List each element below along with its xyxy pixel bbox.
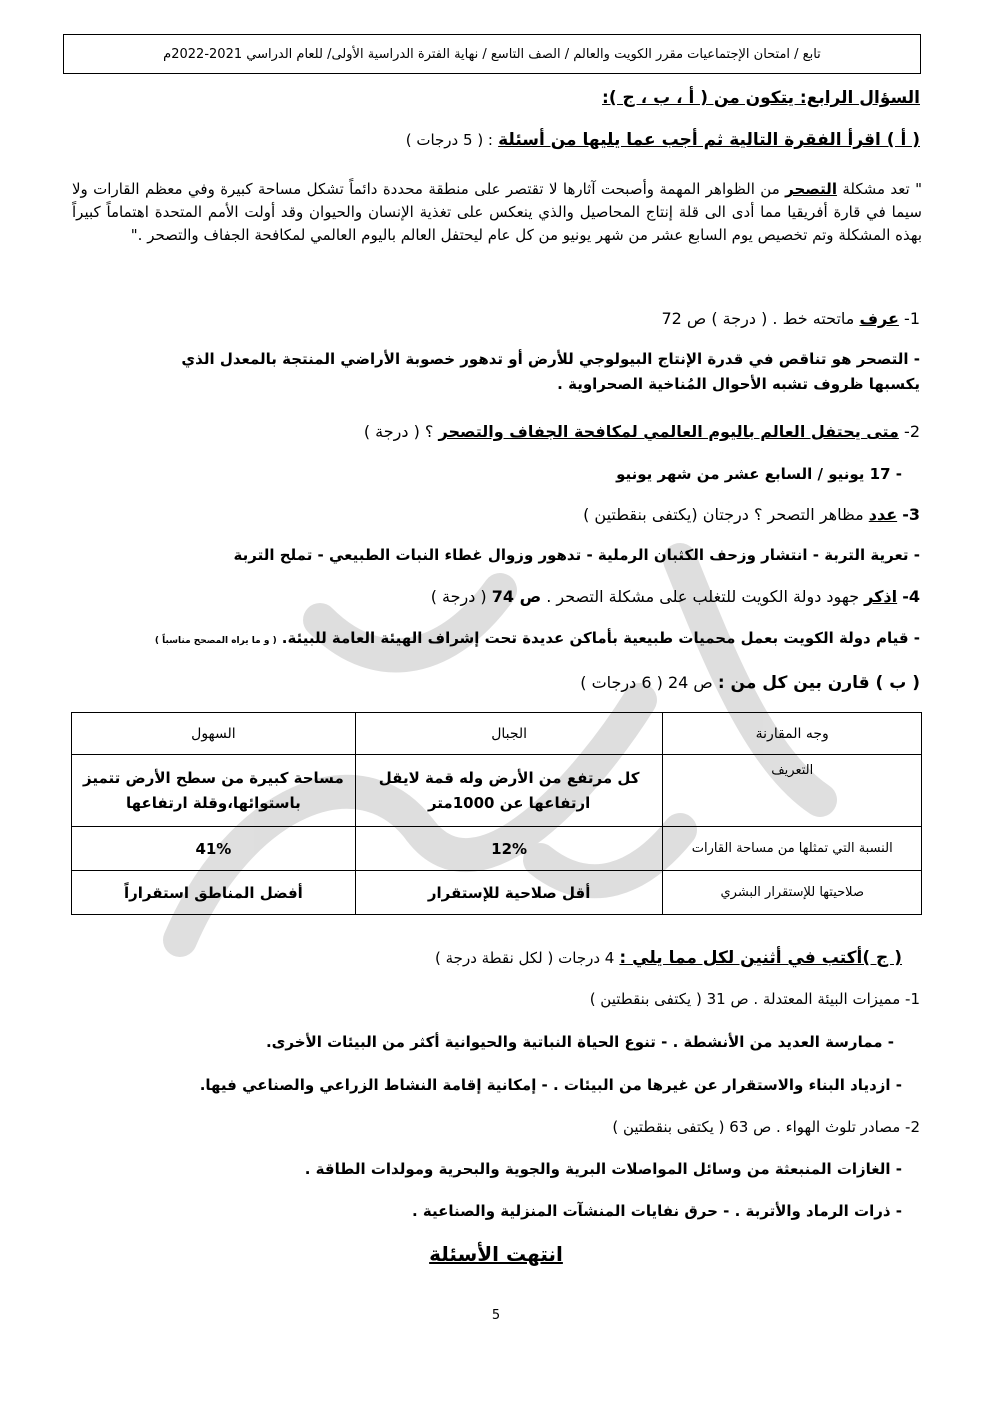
q-number: 4- [902,587,920,606]
reading-passage [72,178,922,247]
end-of-questions: انتهت الأسئلة [429,1242,563,1266]
table-header-row [72,713,922,755]
table-cell: مساحة كبيرة من سطح الأرض تتميز باستوائها،وقلة ارتفاعها [72,755,356,827]
table-cell: صلاحيتها للإستقرار البشري [663,871,922,915]
answer-text: - قيام دولة الكويت بعمل محميات طبيعية بأماكن عديدة تحت إشراف الهيئة العامة للبيئة. [281,629,920,647]
part-a-title: ( أ ) اقرأ الفقرة التالية ثم أجب عما يليها من أسئلة [498,130,920,150]
part-c-heading [70,948,902,968]
q-marks: ( درجة ) [430,587,487,606]
part-b-heading [70,673,920,693]
answer-c2-line1: - الغازات المنبعثة من وسائل المواصلات البرية والجوية والبحرية ومولدات الطاقة . [304,1160,902,1178]
part-a-marks: : ( 5 درجات ) [405,131,493,149]
q-text: متى يحتفل العالم باليوم العالمي لمكافحة الجفاف والتصحر [438,422,899,441]
question-a3 [70,505,920,524]
q-number: 2- [904,422,920,441]
answer-a3: - تعرية التربة - انتشار وزحف الكثبان الرملية - تدهور وزوال غطاء النبات الطبيعي - تملح التربة [233,546,920,564]
part-b-meta: ص 24 ( 6 درجات ) [580,673,713,692]
question-c1: 1- مميزات البيئة المعتدلة . ص 31 ( يكتفى بنقطتين ) [589,990,920,1008]
passage-start: " تعد مشكلة [836,180,922,198]
table-row [72,871,922,915]
q-verb: اذكر [864,587,898,606]
q-verb: عرف [859,309,899,328]
q-number: 3- [902,505,920,524]
question-a4 [70,587,920,606]
table-cell: النسبة التي تمثلها من مساحة القارات [663,827,922,871]
answer-a2: - 17 يونيو / السابع عشر من شهر يونيو [616,465,902,483]
answer-note: ( و ما يراه المصحح مناسباً ) [154,636,277,646]
table-cell: كل مرتفع من الأرض وله قمة لايقل ارتفاعها عن 1000متر [355,755,663,827]
answer-a4 [70,628,920,647]
table-cell: أقل صلاحية للإستقرار [355,871,663,915]
part-c-title: ( ج )أكتب في أثنين لكل مما يلي : [619,948,902,968]
answer-c2-line2: - ذرات الرماد والأتربة . - حرق نفايات المنشآت المنزلية والصناعية . [412,1202,902,1220]
table-header-cell: وجه المقارنة [663,713,922,755]
part-a-heading [70,130,920,150]
q-page: ص 74 [491,587,542,606]
table-header-cell: الجبال [355,713,663,755]
table-row [72,827,922,871]
answer-a1-line2: يكسبها ظروف تشبه الأحوال المُناخية الصحراوية . [557,375,920,393]
table-cell: 41% [72,827,356,871]
passage-keyword: التصحر [785,180,837,198]
table-header-cell: السهول [72,713,356,755]
table-row [72,755,922,827]
table-cell: 12% [355,827,663,871]
question-four-title: السؤال الرابع: يتكون من ( أ ، ب ، ج ): [602,88,920,108]
passage-body: من الظواهر المهمة وأصبحت آثارها لا تقتصر على منطقة محددة دائماً تشكل مساحة كبيرة وفي معظم القارات ولا سيما في قارة أفريقيا مما أدى الى قلة إنتاج المحاصيل والذي ينعكس على تغذية الإنسان والحيوان وقد أولت الأمم المتحدة اهتماماً كبيراً بهذه المشكلة وتم تخصيص يوم السابع عشر من شهر يونيو من كل عام ليحتفل العالم باليوم العالمي لمكافحة الجفاف والتصحر ." [72,180,922,244]
page-number: 5 [491,1308,501,1323]
exam-header: تابع / امتحان الإجتماعيات مقرر الكويت والعالم / الصف التاسع / نهاية الفترة الدراسية الأولى/ للعام الدراسي 2021-2022م [63,34,921,74]
q-marks: ؟ ( درجة ) [363,422,434,441]
q-number: 1- [904,309,920,328]
q-text: جهود دولة الكويت للتغلب على مشكلة التصحر . [541,587,865,606]
part-b-title: ( ب ) قارن بين كل من : [717,673,920,693]
question-a1 [70,309,920,328]
question-a2 [70,422,920,441]
answer-c1-line1: - ممارسة العديد من الأنشطة . - تنوع الحياة النباتية والحيوانية أكثر من البيئات الأخرى. [265,1033,894,1051]
part-c-meta: 4 درجات ( لكل نقطة درجة ) [435,949,615,967]
table-cell: أفضل المناطق استقراراً [72,871,356,915]
q-text: ماتحته خط . ( درجة ) ص 72 [661,309,860,328]
answer-c1-line2: - ازدياد البناء والاستقرار عن غيرها من البيئات . - إمكانية إقامة النشاط الزراعي والصناعي فيها. [199,1076,902,1094]
answer-a1-line1: - التصحر هو تناقص في قدرة الإنتاج البيولوجي للأرض أو تدهور خصوبة الأراضي المنتجة بالمعدل الذي [181,350,920,368]
question-c2: 2- مصادر تلوث الهواء . ص 63 ( يكتفى بنقطتين ) [612,1118,920,1136]
q-verb: عدد [868,505,898,524]
table-cell: التعريف [663,755,922,827]
q-text: مظاهر التصحر ؟ درجتان (يكتفى بنقطتين ) [583,505,869,524]
comparison-table [71,712,922,915]
